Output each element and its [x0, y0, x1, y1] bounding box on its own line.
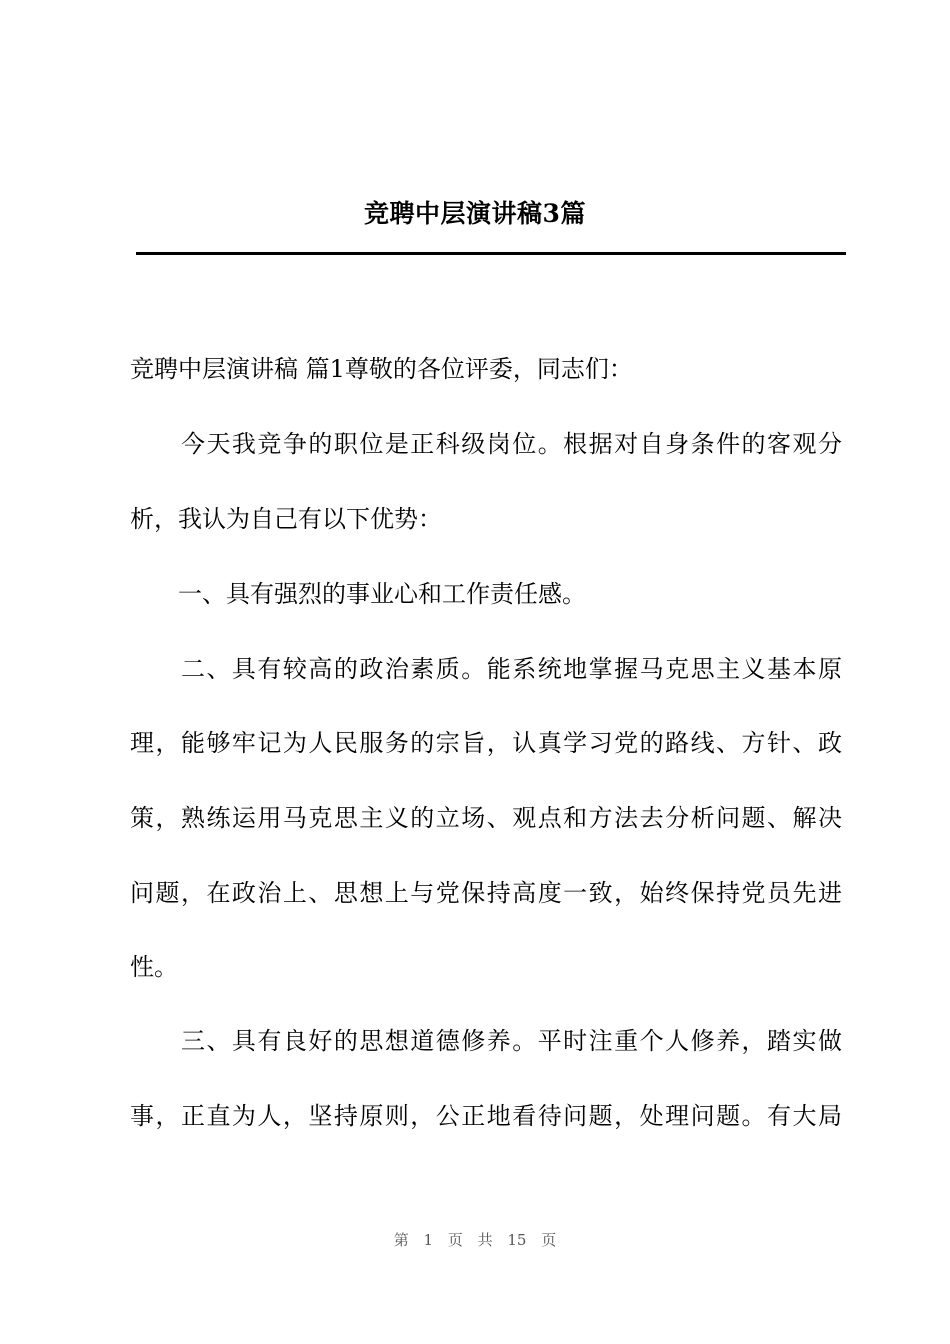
- text-line-10: 三、具有良好的思想道德修养。平时注重个人修养，踏实做: [130, 1027, 842, 1055]
- text-line-1: 竞聘中层演讲稿 篇1尊敬的各位评委，同志们：: [130, 355, 633, 383]
- page-number-footer: 第 1 页 共 15 页: [393, 1231, 557, 1249]
- text-line-5: 二、具有较高的政治素质。能系统地掌握马克思主义基本原: [130, 655, 842, 683]
- text-line-4: 一、具有强烈的事业心和工作责任感。: [130, 580, 586, 608]
- text-line-6: 理，能够牢记为人民服务的宗旨，认真学习党的路线、方针、政: [130, 729, 842, 757]
- document-title: 竞聘中层演讲稿3篇: [364, 199, 586, 228]
- title-divider: [136, 252, 846, 255]
- text-line-8: 问题，在政治上、思想上与党保持高度一致，始终保持党员先进: [130, 879, 842, 907]
- text-line-11: 事，正直为人，坚持原则，公正地看待问题，处理问题。有大局: [130, 1102, 842, 1130]
- text-line-9: 性。: [130, 953, 178, 981]
- text-line-7: 策，熟练运用马克思主义的立场、观点和方法去分析问题、解决: [130, 804, 842, 832]
- text-line-3: 析，我认为自己有以下优势：: [130, 505, 442, 533]
- text-line-2: 今天我竞争的职位是正科级岗位。根据对自身条件的客观分: [130, 430, 842, 458]
